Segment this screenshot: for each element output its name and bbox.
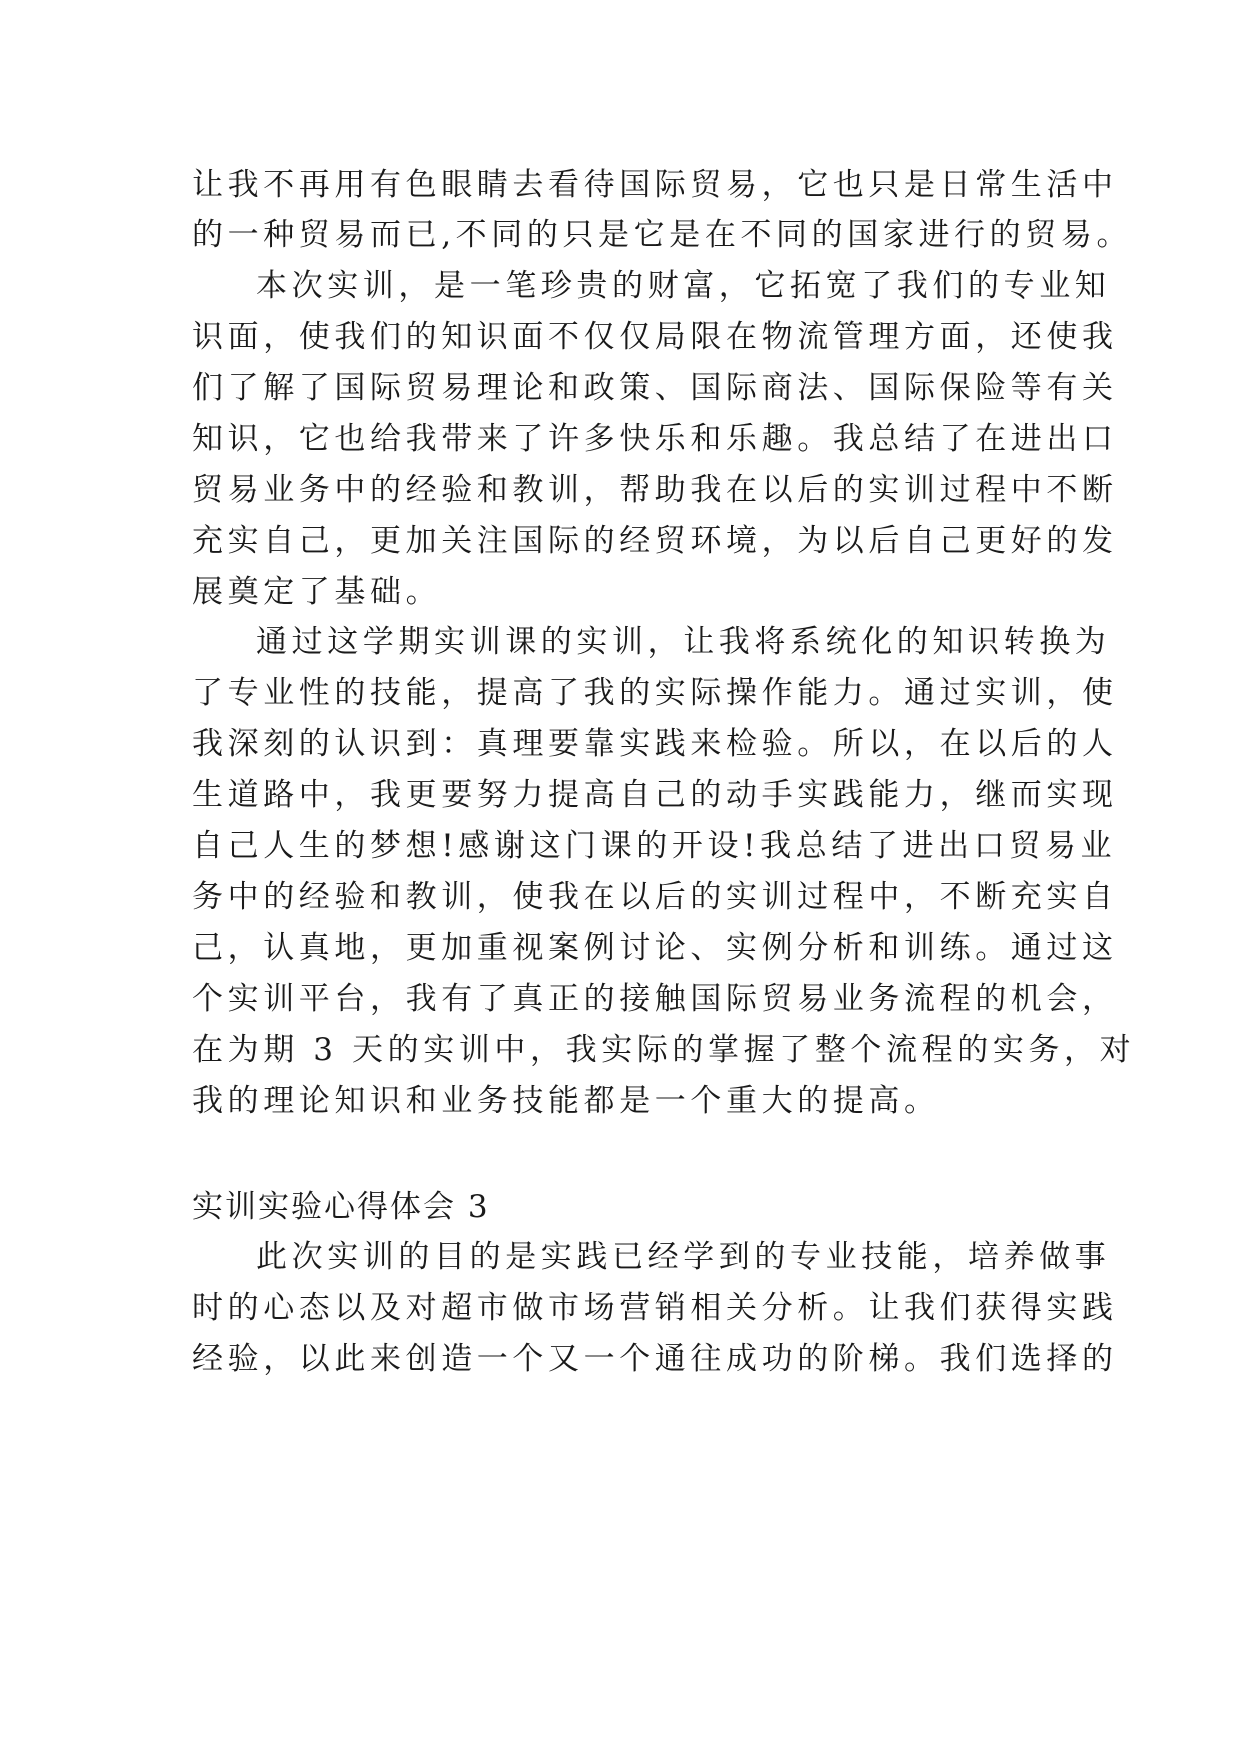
- paragraph-line: 识面，使我们的知识面不仅仅局限在物流管理方面，还使我: [192, 319, 1118, 355]
- paragraph-line: 充实自己，更加关注国际的经贸环境，为以后自己更好的发: [192, 523, 1118, 559]
- paragraph-line: 知识，它也给我带来了许多快乐和乐趣。我总结了在进出口: [192, 421, 1118, 457]
- paragraph-line: 贸易业务中的经验和教训，帮助我在以后的实训过程中不断: [192, 472, 1118, 508]
- paragraph-line: 们了解了国际贸易理论和政策、国际商法、国际保险等有关: [192, 370, 1118, 406]
- paragraph-line: 务中的经验和教训，使我在以后的实训过程中，不断充实自: [192, 879, 1118, 915]
- paragraph-line: 我的理论知识和业务技能都是一个重大的提高。: [192, 1083, 940, 1119]
- paragraph-line: 本次实训，是一笔珍贵的财富，它拓宽了我们的专业知: [256, 268, 1111, 304]
- paragraph-line: 让我不再用有色眼睛去看待国际贸易，它也只是日常生活中: [192, 167, 1118, 203]
- paragraph-line: 此次实训的目的是实践已经学到的专业技能，培养做事: [256, 1239, 1111, 1275]
- paragraph-line: 经验，以此来创造一个又一个通往成功的阶梯。我们选择的: [192, 1341, 1118, 1377]
- paragraph-line: 了专业性的技能，提高了我的实际操作能力。通过实训，使: [192, 675, 1118, 711]
- paragraph-line: 自己人生的梦想!感谢这门课的开设!我总结了进出口贸易业: [192, 828, 1117, 864]
- paragraph-line: 我深刻的认识到：真理要靠实践来检验。所以，在以后的人: [192, 726, 1118, 762]
- paragraph-line: 己，认真地，更加重视案例讨论、实例分析和训练。通过这: [192, 930, 1118, 966]
- paragraph-line: 在为期 3 天的实训中，我实际的掌握了整个流程的实务，对: [192, 1032, 1136, 1068]
- paragraph-line: 生道路中，我更要努力提高自己的动手实践能力，继而实现: [192, 777, 1118, 813]
- paragraph-line: 的一种贸易而已,不同的只是它是在不同的国家进行的贸易。: [192, 217, 1133, 253]
- paragraph-line: 展奠定了基础。: [192, 574, 442, 610]
- paragraph-line: 个实训平台，我有了真正的接触国际贸易业务流程的机会，: [192, 981, 1118, 1017]
- paragraph-line: 通过这学期实训课的实训，让我将系统化的知识转换为: [256, 624, 1111, 660]
- section-heading: 实训实验心得体会 3: [192, 1189, 490, 1225]
- paragraph-line: 时的心态以及对超市做市场营销相关分析。让我们获得实践: [192, 1290, 1118, 1326]
